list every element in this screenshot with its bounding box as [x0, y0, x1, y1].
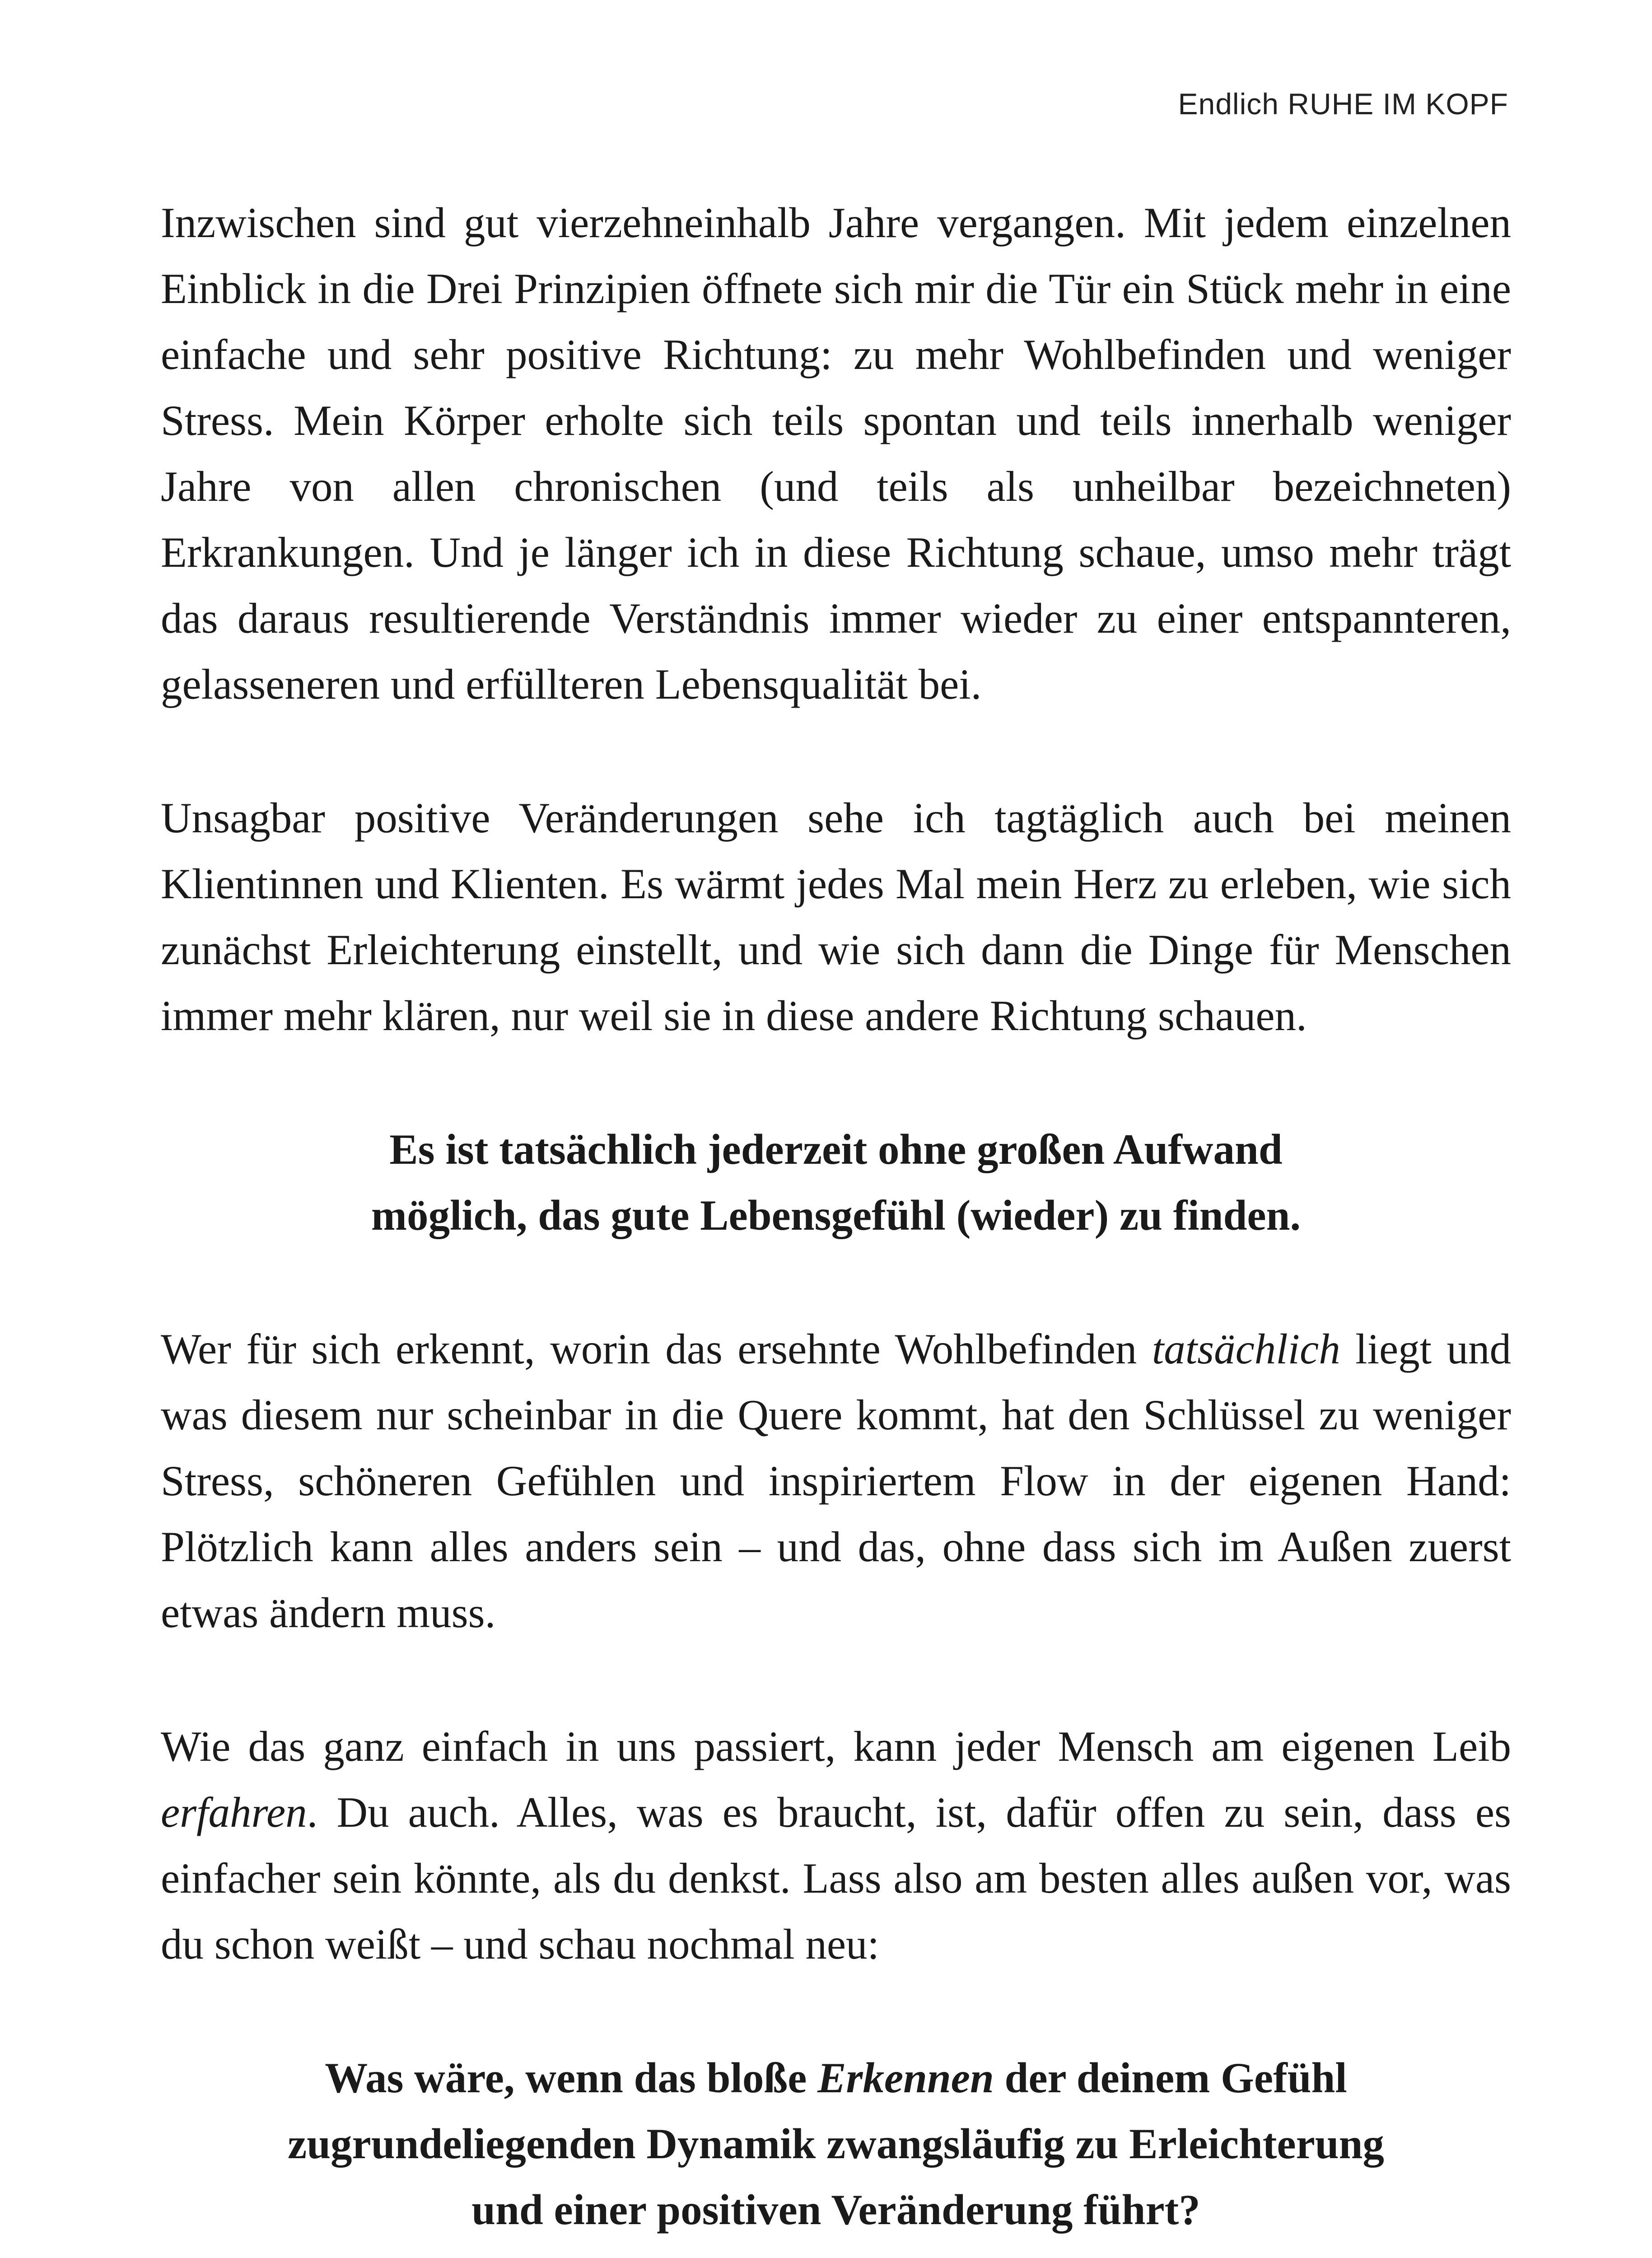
- paragraph-4-part-a: Wie das ganz einfach in uns passiert, kann jeder Mensch am eigenen Leib: [161, 1722, 1511, 1770]
- quote-2-line-1-b: der deinem Gefühl: [994, 2054, 1347, 2102]
- quote-2-italic: Erkennen: [817, 2054, 994, 2102]
- paragraph-4-italic: erfahren: [161, 1788, 307, 1836]
- paragraph-3-part-a: Wer für sich erkennt, worin das ersehnte Wohlbefinden: [161, 1325, 1152, 1373]
- paragraph-3-part-b: liegt und was diesem nur scheinbar in die Quere kommt, hat den Schlüssel zu weniger Stress, schöneren Gefühlen und inspiriertem Flow in der eigenen Hand: Plötzlich kann alles anders sein – und das, ohne dass sich im Außen zuerst etwas ändern muss.: [161, 1325, 1511, 1637]
- quote-1-line-2: möglich, das gute Lebensgefühl (wieder) zu finden.: [371, 1191, 1301, 1239]
- quote-2-line-2: zugrundeliegenden Dynamik zwangsläufig zu Erleichterung: [288, 2120, 1384, 2168]
- running-header: Endlich RUHE IM KOPF: [1178, 87, 1508, 121]
- paragraph-3-italic: tatsächlich: [1152, 1325, 1340, 1373]
- paragraph-3: [161, 1316, 1511, 1646]
- highlight-quote-2: [161, 2045, 1511, 2243]
- quote-2-line-1-a: Was wäre, wenn das bloße: [325, 2054, 818, 2102]
- paragraph-1: Inzwischen sind gut vierzehneinhalb Jahre vergangen. Mit jedem einzelnen Einblick in die Drei Prinzipien öffnete sich mir die Tür ein Stück mehr in eine einfache und sehr positive Richtung: zu mehr Wohlbefinden und weniger Stress. Mein Körper erholte sich teils spontan und teils innerhalb weniger Jahre von allen chronischen (und teils als unheilbar bezeichneten) Erkrankungen. Und je länger ich in diese Richtung schaue, umso mehr trägt das daraus resultierende Verständnis immer wieder zu einer entspannteren, gelasseneren und erfüllteren Lebensqualität bei.: [161, 199, 1511, 708]
- quote-1-line-1: Es ist tatsächlich jederzeit ohne großen Aufwand: [389, 1125, 1283, 1173]
- quote-2-line-3: und einer positiven Veränderung führt?: [471, 2186, 1200, 2234]
- paragraph-2: Unsagbar positive Veränderungen sehe ich tagtäglich auch bei meinen Klientinnen und Klienten. Es wärmt jedes Mal mein Herz zu erleben, wie sich zunächst Erleichterung einstellt, und wie sich dann die Dinge für Menschen immer mehr klären, nur weil sie in diese andere Richtung schauen.: [161, 794, 1511, 1040]
- page-body: [161, 190, 1511, 2243]
- highlight-quote-1: [161, 1116, 1511, 1248]
- paragraph-4: [161, 1713, 1511, 1977]
- paragraph-4-part-b: . Du auch. Alles, was es braucht, ist, dafür offen zu sein, dass es einfacher sein könnte, als du denkst. Lass also am besten alles außen vor, was du schon weißt – und schau nochmal neu:: [161, 1788, 1511, 1968]
